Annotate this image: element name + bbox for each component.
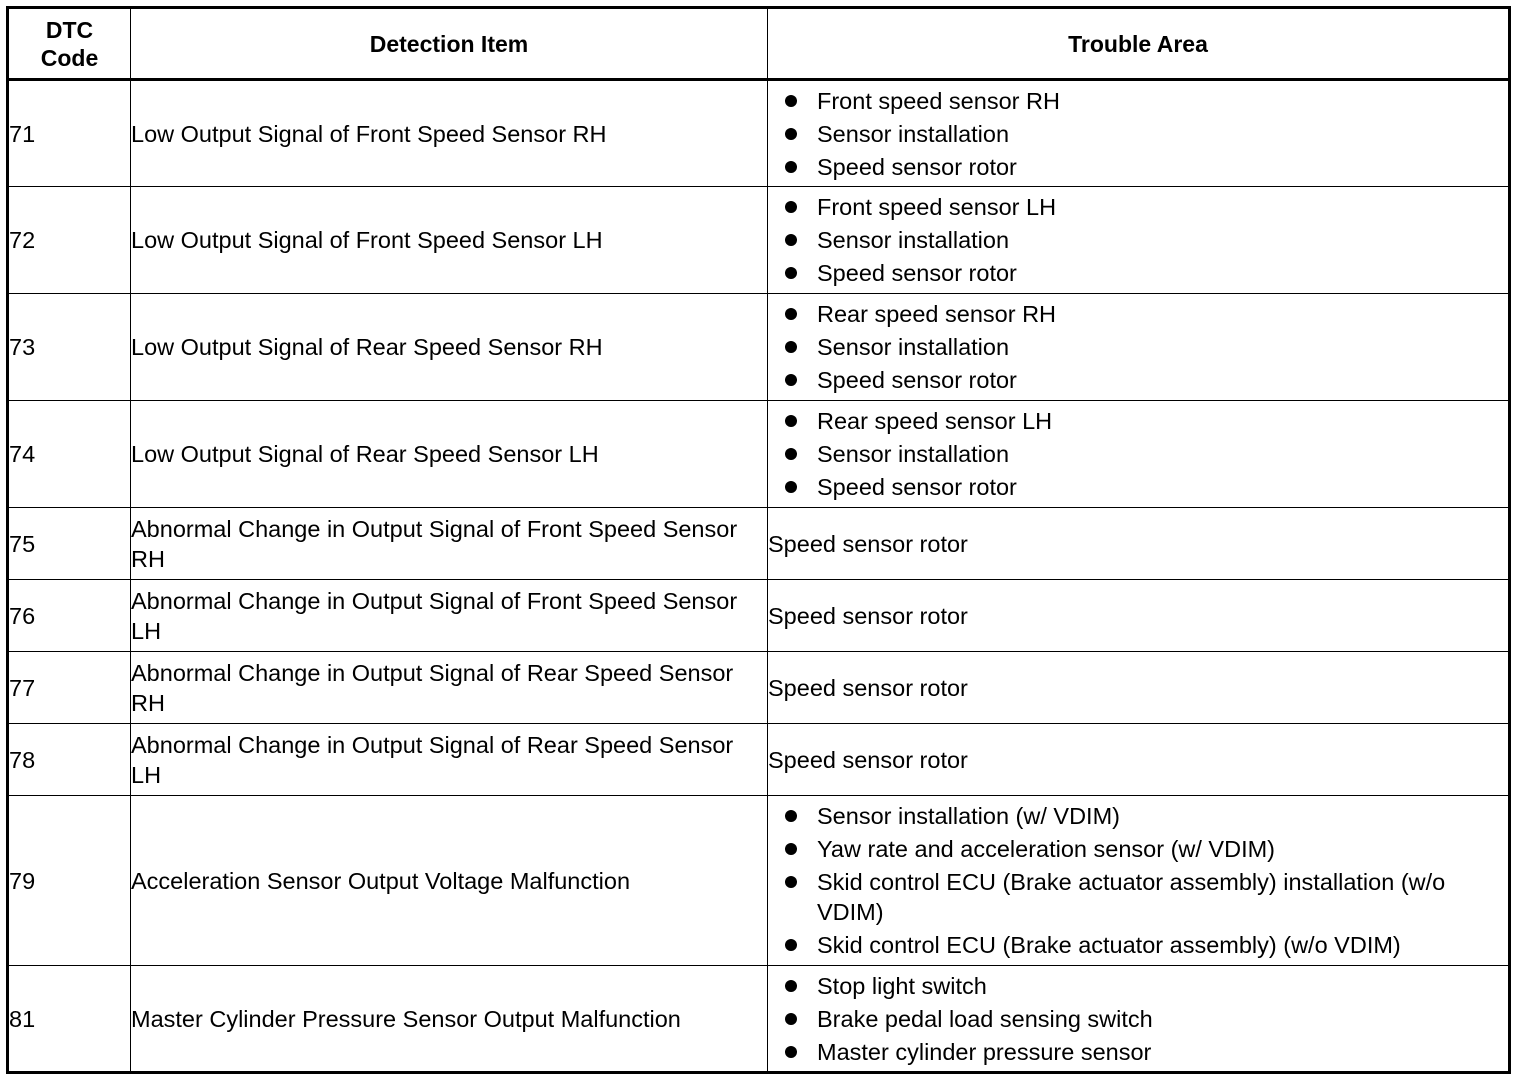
trouble-area-cell: Speed sensor rotor — [768, 724, 1510, 796]
trouble-area-cell — [768, 294, 1510, 401]
detection-item-cell: Abnormal Change in Output Signal of Rear Speed Sensor LH — [131, 724, 768, 796]
detection-item-cell: Low Output Signal of Front Speed Sensor LH — [131, 187, 768, 294]
bullet-icon — [785, 448, 797, 460]
table-row — [8, 294, 1510, 401]
list-item: Brake pedal load sensing switch — [768, 1004, 1508, 1034]
trouble-area-cell: Speed sensor rotor — [768, 580, 1510, 652]
bullet-icon — [785, 267, 797, 279]
table-row — [8, 80, 1510, 187]
list-item: Speed sensor rotor — [768, 258, 1508, 288]
table-row — [8, 401, 1510, 508]
list-item: Sensor installation (w/ VDIM) — [768, 801, 1508, 831]
bullet-icon — [785, 374, 797, 386]
trouble-area-cell: Speed sensor rotor — [768, 652, 1510, 724]
list-item: Speed sensor rotor — [768, 152, 1508, 182]
trouble-area-cell — [768, 80, 1510, 187]
dtc-code-cell: 79 — [8, 796, 131, 966]
header-dtc-code: DTC Code — [8, 8, 131, 80]
list-item: Sensor installation — [768, 225, 1508, 255]
bullet-icon — [785, 201, 797, 213]
list-item: Skid control ECU (Brake actuator assembly) (w/o VDIM) — [768, 930, 1508, 960]
bullet-icon — [785, 1046, 797, 1058]
trouble-area-list — [768, 192, 1508, 288]
table-row — [8, 652, 1510, 724]
dtc-code-cell: 72 — [8, 187, 131, 294]
header-trouble-area: Trouble Area — [768, 8, 1510, 80]
trouble-area-list — [768, 406, 1508, 502]
list-item: Yaw rate and acceleration sensor (w/ VDIM) — [768, 834, 1508, 864]
table-row — [8, 966, 1510, 1073]
list-item: Stop light switch — [768, 971, 1508, 1001]
dtc-table — [6, 6, 1511, 1074]
trouble-area-cell — [768, 796, 1510, 966]
detection-item-cell: Abnormal Change in Output Signal of Rear Speed Sensor RH — [131, 652, 768, 724]
list-item: Front speed sensor LH — [768, 192, 1508, 222]
dtc-code-cell: 78 — [8, 724, 131, 796]
list-item: Sensor installation — [768, 439, 1508, 469]
trouble-area-cell — [768, 966, 1510, 1073]
dtc-code-cell: 71 — [8, 80, 131, 187]
bullet-icon — [785, 481, 797, 493]
table-row — [8, 796, 1510, 966]
bullet-icon — [785, 308, 797, 320]
dtc-code-cell: 75 — [8, 508, 131, 580]
detection-item-cell: Abnormal Change in Output Signal of Front Speed Sensor RH — [131, 508, 768, 580]
dtc-code-cell: 77 — [8, 652, 131, 724]
bullet-icon — [785, 161, 797, 173]
table-row — [8, 580, 1510, 652]
list-item: Rear speed sensor LH — [768, 406, 1508, 436]
list-item: Rear speed sensor RH — [768, 299, 1508, 329]
bullet-icon — [785, 95, 797, 107]
bullet-icon — [785, 128, 797, 140]
dtc-code-cell: 74 — [8, 401, 131, 508]
bullet-icon — [785, 980, 797, 992]
detection-item-cell: Low Output Signal of Front Speed Sensor RH — [131, 80, 768, 187]
trouble-area-cell — [768, 187, 1510, 294]
dtc-code-cell: 81 — [8, 966, 131, 1073]
bullet-icon — [785, 234, 797, 246]
trouble-area-list — [768, 801, 1508, 960]
trouble-area-list — [768, 971, 1508, 1067]
bullet-icon — [785, 415, 797, 427]
list-item: Sensor installation — [768, 332, 1508, 362]
detection-item-cell: Master Cylinder Pressure Sensor Output Malfunction — [131, 966, 768, 1073]
detection-item-cell: Low Output Signal of Rear Speed Sensor RH — [131, 294, 768, 401]
trouble-area-list — [768, 299, 1508, 395]
bullet-icon — [785, 1013, 797, 1025]
table-row — [8, 508, 1510, 580]
dtc-code-cell: 76 — [8, 580, 131, 652]
detection-item-cell: Abnormal Change in Output Signal of Front Speed Sensor LH — [131, 580, 768, 652]
table-row — [8, 724, 1510, 796]
dtc-code-cell: 73 — [8, 294, 131, 401]
list-item: Master cylinder pressure sensor — [768, 1037, 1508, 1067]
detection-item-cell: Low Output Signal of Rear Speed Sensor LH — [131, 401, 768, 508]
bullet-icon — [785, 843, 797, 855]
list-item: Sensor installation — [768, 119, 1508, 149]
detection-item-cell: Acceleration Sensor Output Voltage Malfunction — [131, 796, 768, 966]
list-item: Speed sensor rotor — [768, 472, 1508, 502]
header-row — [8, 8, 1510, 80]
trouble-area-cell — [768, 401, 1510, 508]
trouble-area-cell: Speed sensor rotor — [768, 508, 1510, 580]
bullet-icon — [785, 810, 797, 822]
header-detection-item: Detection Item — [131, 8, 768, 80]
bullet-icon — [785, 939, 797, 951]
bullet-icon — [785, 341, 797, 353]
list-item: Front speed sensor RH — [768, 86, 1508, 116]
bullet-icon — [785, 876, 797, 888]
list-item: Speed sensor rotor — [768, 365, 1508, 395]
list-item: Skid control ECU (Brake actuator assembly) installation (w/o VDIM) — [768, 867, 1508, 927]
table-row — [8, 187, 1510, 294]
trouble-area-list — [768, 86, 1508, 182]
